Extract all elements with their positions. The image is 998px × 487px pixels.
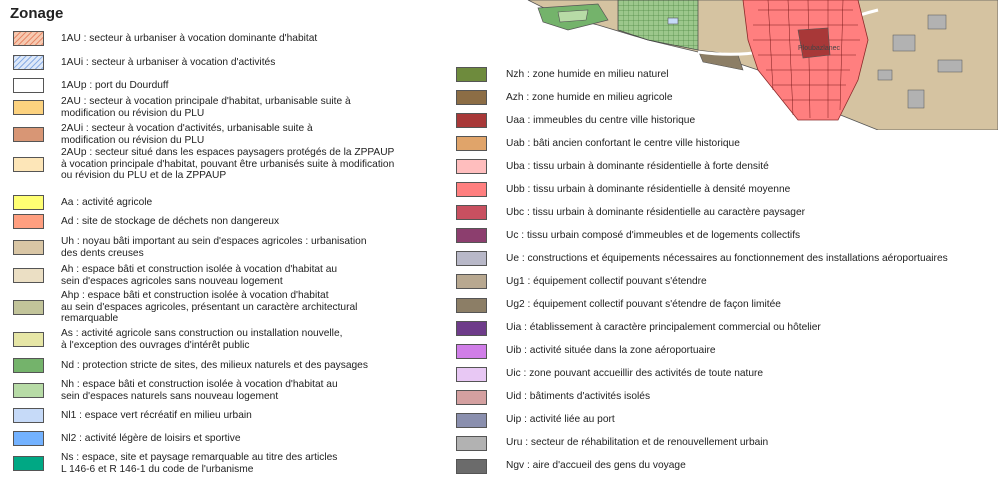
legend-label-line: 2AUi : secteur à vocation d'activités, urbanisable suite à	[61, 123, 313, 134]
legend-swatch-ubc	[456, 205, 487, 220]
legend-label-uid: Uid : bâtiments d'activités isolés	[506, 391, 651, 403]
legend-label-ug1: Ug1 : équipement collectif pouvant s'étendre	[506, 275, 707, 287]
map-nh-zone	[558, 10, 588, 22]
legend-label-uia: Uia : établissement à caractère principalement commercial ou hôtelier	[506, 322, 821, 334]
legend-swatch-ns	[13, 456, 44, 471]
legend-label-line: Ah : espace bâti et construction isolée à vocation d'habitat au	[61, 264, 338, 275]
legend-label-as	[61, 328, 342, 351]
legend-label-line: As : activité agricole sans construction ou installation nouvelle,	[61, 328, 343, 339]
legend-swatch-ubb	[456, 182, 487, 197]
legend-swatch-uab	[456, 136, 487, 151]
legend-label-line: sein d'espaces agricoles sans nouveau logement	[61, 275, 283, 287]
legend-swatch-uia	[456, 321, 487, 336]
legend-label-line: Nd : protection stricte de sites, des milieux naturels et des paysages	[61, 359, 368, 371]
legend-label-line: Uh : noyau bâti important au sein d'espaces agricoles : urbanisation	[61, 236, 367, 247]
legend-swatch-ug2	[456, 298, 487, 313]
legend-label-ahp	[61, 290, 357, 325]
legend-label-nzh: Nzh : zone humide en milieu naturel	[506, 68, 669, 80]
legend-label-1aui	[61, 57, 275, 69]
legend-label-uba: Uba : tissu urbain à dominante résidentielle à forte densité	[506, 160, 769, 172]
legend-title: Zonage	[10, 5, 64, 22]
legend-swatch-uib	[456, 344, 487, 359]
legend-label-line: 2AUp : secteur situé dans les espaces paysagers protégés de la ZPPAUP	[61, 147, 395, 159]
legend-label-line: remarquable	[61, 313, 119, 325]
legend-swatch-ngv	[456, 459, 487, 474]
legend-label-nl1	[61, 410, 252, 422]
legend-label-uib: Uib : activité située dans la zone aéroportuaire	[506, 345, 716, 357]
legend-label-line: Aa : activité agricole	[61, 196, 153, 208]
zoning-map-excerpt	[498, 0, 998, 130]
legend-label-line: à vocation principale d'habitat, pouvant être urbanisés suite à modification	[61, 158, 395, 170]
legend-label-uaa: Uaa : immeubles du centre ville historique	[506, 114, 696, 126]
legend-label-line: modification ou révision du PLU	[61, 107, 205, 119]
map-nl1-zone	[668, 18, 678, 24]
legend-label-line: Nl2 : activité légère de loisirs et sportive	[61, 432, 241, 444]
legend-label-ah	[61, 264, 337, 287]
legend-swatch-ahp	[13, 300, 44, 315]
legend-label-line: 2AU : secteur à vocation principale d'habitat, urbanisable suite à	[61, 96, 351, 107]
legend-label-uru: Uru : secteur de réhabilitation et de renouvellement urbain	[506, 437, 769, 449]
legend-label-ad	[61, 216, 279, 228]
legend-swatch-aa	[13, 195, 44, 210]
map-place-label: Ploubazlanec	[798, 45, 841, 52]
legend-label-line: 1AUi : secteur à urbaniser à vocation d'activités	[61, 56, 276, 68]
legend-swatch-azh	[456, 90, 487, 105]
legend-label-line: Ns : espace, site et paysage remarquable au titre des articles	[61, 452, 338, 463]
legend-label-line: des dents creuses	[61, 247, 144, 259]
legend-swatch-2aui	[13, 127, 44, 142]
legend-label-line: sein d'espaces naturels sans nouveau logement	[61, 390, 279, 402]
legend-swatch-nd	[13, 358, 44, 373]
legend-swatch-nl2	[13, 431, 44, 446]
legend-label-2aup	[61, 147, 394, 182]
legend-label-line: au sein d'espaces agricoles, présentant un caractère architectural	[61, 301, 358, 313]
legend-swatch-nh	[13, 383, 44, 398]
legend-swatch-ue	[456, 251, 487, 266]
legend-label-uip: Uip : activité liée au port	[506, 414, 615, 426]
legend-label-uh	[61, 236, 367, 259]
legend-label-uc: Uc : tissu urbain composé d'immeubles et de logements collectifs	[506, 229, 801, 241]
legend-label-line: 1AUp : port du Dourduff	[61, 79, 169, 91]
legend-label-nd	[61, 360, 368, 372]
legend-label-azh: Azh : zone humide en milieu agricole	[506, 91, 673, 103]
legend-swatch-1aui	[13, 55, 44, 70]
legend-swatch-ug1	[456, 274, 487, 289]
legend-swatch-uip	[456, 413, 487, 428]
legend-swatch-uc	[456, 228, 487, 243]
legend-label-line: Nh : espace bâti et construction isolée à vocation d'habitat au	[61, 379, 338, 390]
legend-label-line: Ad : site de stockage de déchets non dangereux	[61, 215, 280, 227]
legend-label-ubc: Ubc : tissu urbain à dominante résidentielle au caractère paysager	[506, 206, 805, 218]
legend-label-2aui	[61, 123, 313, 146]
legend-label-ue: Ue : constructions et équipements nécessaires au fonctionnement des installations aéroportuaires	[506, 252, 948, 264]
legend-swatch-uru	[456, 436, 487, 451]
legend-swatch-ad	[13, 214, 44, 229]
legend-label-line: à l'exception des ouvrages d'intérêt public	[61, 339, 250, 351]
legend-label-uic: Uic : zone pouvant accueillir des activités de toute nature	[506, 368, 764, 380]
legend-swatch-uh	[13, 240, 44, 255]
legend-label-aa	[61, 197, 152, 209]
legend-label-1aup	[61, 80, 168, 92]
legend-swatch-2aup	[13, 157, 44, 172]
legend-label-line: Nl1 : espace vert récréatif en milieu urbain	[61, 409, 252, 421]
legend-label-nh	[61, 379, 338, 402]
legend-label-line: modification ou révision du PLU	[61, 134, 205, 146]
legend-swatch-1au	[13, 31, 44, 46]
legend-swatch-nzh	[456, 67, 487, 82]
legend-label-line: 1AU : secteur à urbaniser à vocation dominante d'habitat	[61, 32, 318, 44]
legend-swatch-as	[13, 332, 44, 347]
legend-swatch-uaa	[456, 113, 487, 128]
map-svg	[498, 0, 998, 130]
legend-label-nl2	[61, 433, 241, 445]
legend-swatch-1aup	[13, 78, 44, 93]
legend-swatch-nl1	[13, 408, 44, 423]
legend-swatch-ah	[13, 268, 44, 283]
legend-label-2au	[61, 96, 351, 119]
legend-label-ns	[61, 452, 337, 475]
legend-label-line: Ahp : espace bâti et construction isolée à vocation d'habitat	[61, 290, 329, 302]
legend-label-line: L 146-6 et R 146-1 du code de l'urbanisme	[61, 463, 254, 475]
legend-swatch-uid	[456, 390, 487, 405]
legend-label-uab: Uab : bâti ancien confortant le centre ville historique	[506, 137, 740, 149]
legend-swatch-uba	[456, 159, 487, 174]
legend-label-ug2: Ug2 : équipement collectif pouvant s'étendre de façon limitée	[506, 299, 781, 310]
legend-label-ngv: Ngv : aire d'accueil des gens du voyage	[506, 460, 686, 472]
map-uaa-core	[798, 28, 830, 58]
legend-swatch-2au	[13, 100, 44, 115]
legend-label-line: ou révision du PLU et de la ZPPAUP	[61, 170, 227, 182]
legend-swatch-uic	[456, 367, 487, 382]
legend-label-ubb: Ubb : tissu urbain à dominante résidentielle à densité moyenne	[506, 183, 791, 195]
legend-label-1au	[61, 33, 317, 45]
